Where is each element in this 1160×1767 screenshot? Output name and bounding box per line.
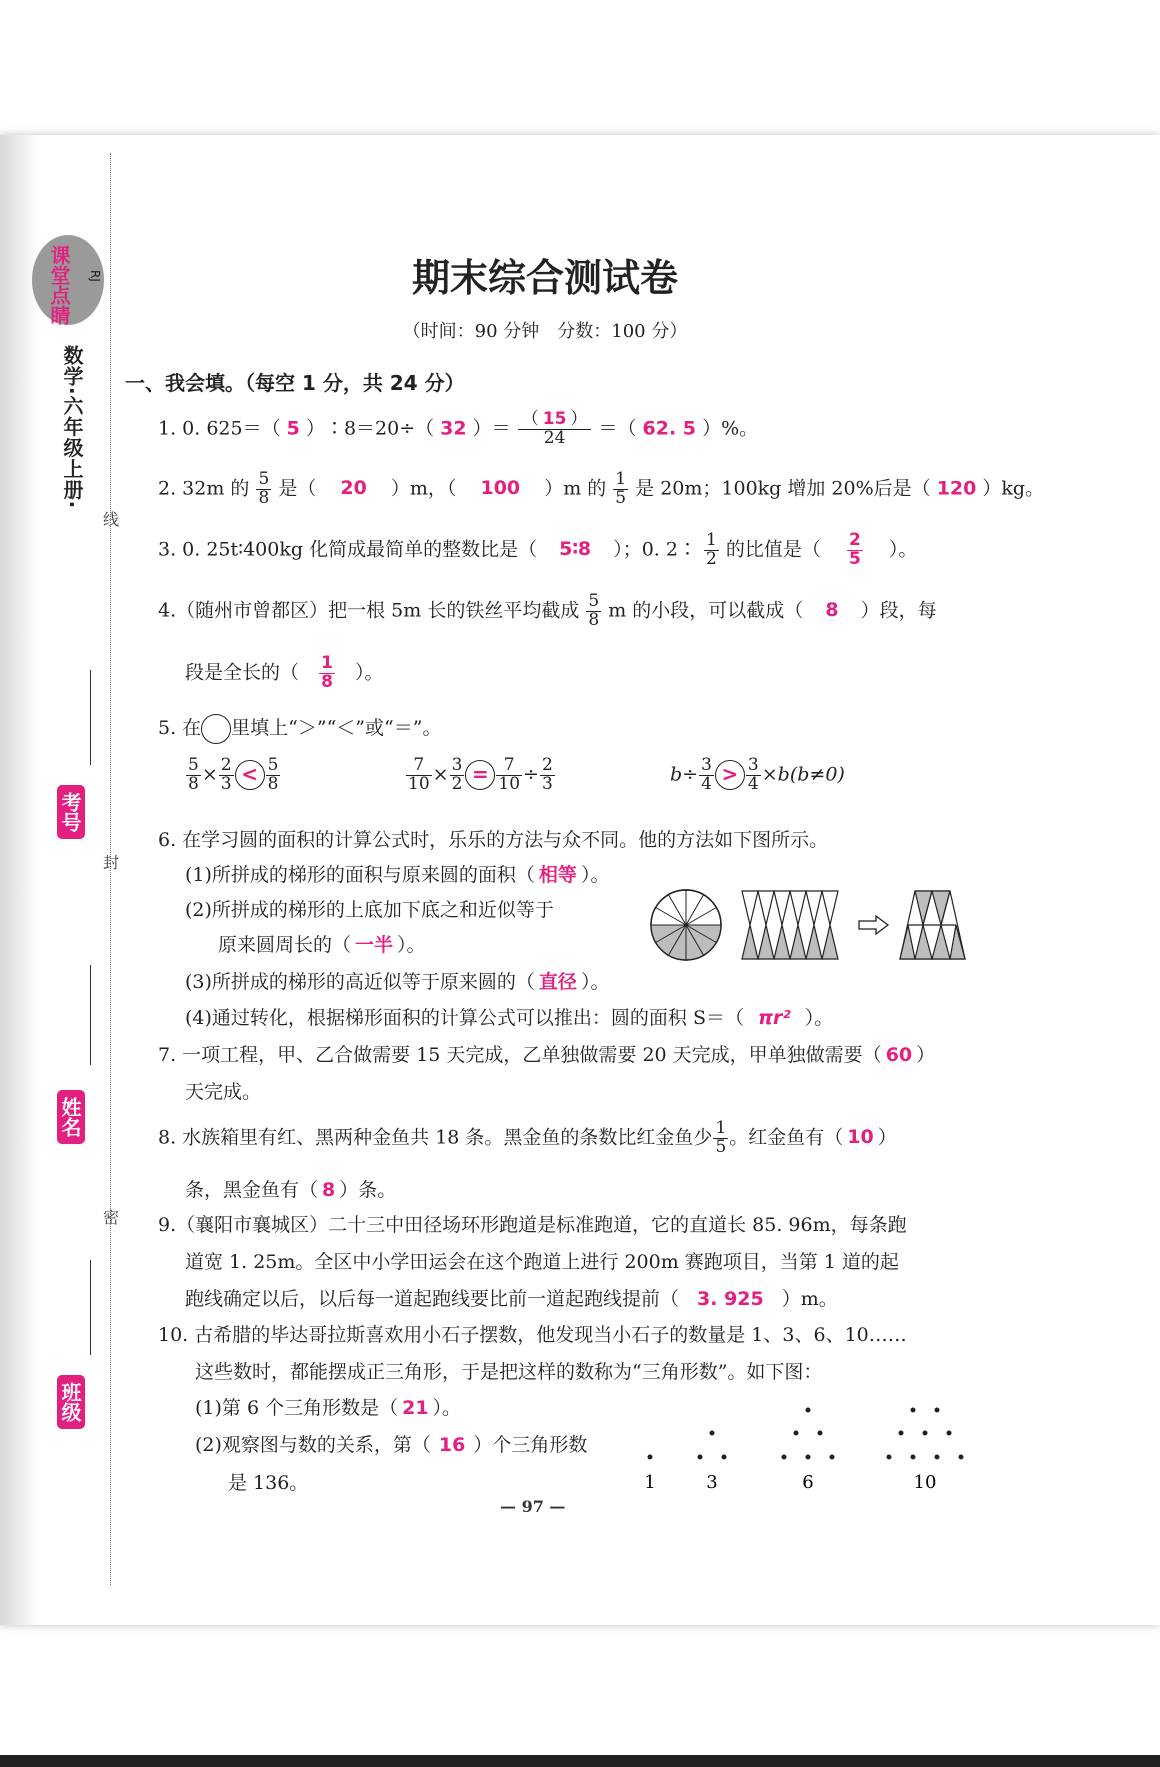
- answer-circle: <: [235, 760, 265, 790]
- edition-label: RJ: [88, 270, 102, 282]
- fraction: $\frac{5}{8}$: [588, 591, 600, 630]
- circle-to-trapezoid-figure: [650, 887, 970, 969]
- section-title: 一、我会填。（每空 1 分，共 24 分）: [125, 371, 465, 395]
- compare-3: b÷ $\frac{3}{4}$ > $\frac{3}{4}$ ×b(b≠0): [670, 755, 845, 794]
- answer: 5: [286, 417, 300, 440]
- fig-label-3: 3: [706, 1472, 718, 1493]
- question-10-2-cont: 是 136。: [228, 1472, 309, 1494]
- name-label: 姓名: [57, 1090, 85, 1144]
- sector-circle: [651, 890, 721, 960]
- arrow-icon: [859, 916, 888, 934]
- answer: 32: [440, 417, 467, 440]
- fraction: $\frac{1}{2}$: [706, 530, 717, 569]
- page-edge-shadow: [0, 135, 40, 1625]
- page-subtitle: （时间：90 分钟 分数：100 分）: [402, 321, 688, 342]
- question-8: 8. 水族箱里有红、黑两种金鱼共 18 条。黑金鱼的条数比红金鱼少 $\frac{1}{5}$ 。红金鱼有（ 10 ）: [158, 1118, 897, 1157]
- question-7: 7. 一项工程，甲、乙合做需要 15 天完成，乙单独做需要 20 天完成，甲单独做需要（ 60 ）: [158, 1044, 936, 1066]
- binding-mark-xian: 线: [103, 510, 120, 529]
- blank-circle: [201, 714, 231, 744]
- question-6-1: (1)所拼成的梯形的面积与原来圆的面积（ 相等 ）。: [185, 864, 610, 886]
- sector-row-bottom: [742, 925, 838, 959]
- question-1: 1. 0. 625＝（ 5 ）∶8＝20÷（ 32 ）＝ $\frac{( 15 )}{24}$ ＝（ 62. 5 ）%。: [158, 409, 759, 448]
- answer-circle: =: [465, 760, 495, 790]
- question-6-2: (2)所拼成的梯形的上底加下底之和近似等于: [185, 899, 554, 921]
- name-line: [90, 965, 91, 1065]
- question-10: 10. 古希腊的毕达哥拉斯喜欢用小石子摆数，他发现当小石子的数量是 1、3、6、10……: [158, 1324, 907, 1346]
- exam-number-line: [90, 670, 91, 765]
- compare-1: $\frac{5}{8}$ × $\frac{2}{3}$ < $\frac{5}{8}$: [188, 755, 279, 794]
- question-2: 2. 32m 的 $\frac{5}{8}$ 是（ 20 ）m，（ 100 ）m 的 $\frac{1}{5}$ 是 20m；100kg 增加 20%后是（ 120 ）kg。: [158, 469, 1045, 508]
- dots: [648, 1390, 964, 1460]
- page-title: 期末综合测试卷: [411, 256, 678, 300]
- class-line: [90, 1260, 91, 1355]
- book-label: 数学·六年级上册·: [60, 345, 84, 510]
- fraction: $\frac{1}{5}$: [615, 469, 627, 508]
- question-7-cont: 天完成。: [185, 1081, 262, 1103]
- question-4: 4.（随州市曾都区）把一根 5m 长的铁丝平均截成 $\frac{5}{8}$ m 的小段，可以截成（ 8 ）段，每: [158, 591, 937, 630]
- fig-label-6: 6: [802, 1472, 814, 1493]
- fraction: $\frac{( 15 )}{24}$: [518, 411, 592, 448]
- brand-logo-text: 课堂点睛: [47, 245, 71, 325]
- question-6-4: (4)通过转化，根据梯形面积的计算公式可以推出：圆的面积 S＝（ πr² ）。: [185, 1007, 834, 1029]
- question-9-line2: 道宽 1. 25m。全区中小学田运会在这个跑道上进行 200m 赛跑项目，当第 1 道的起: [185, 1251, 899, 1273]
- answer: 62. 5: [642, 417, 697, 440]
- answer: 15: [542, 409, 567, 429]
- question-9: 9.（襄阳市襄城区）二十三中田径场环形跑道是标准跑道，它的直道长 85. 96m，每条跑: [158, 1214, 907, 1236]
- exam-page: [0, 135, 1160, 1625]
- answer-fraction: $\frac{1}{8}$: [321, 653, 333, 692]
- question-10-1: (1)第 6 个三角形数是（ 21 ）。: [195, 1397, 462, 1419]
- compare-2: $\frac{7}{10}$ × $\frac{3}{2}$ = $\frac{7}{10}$ ÷ $\frac{2}{3}$: [408, 755, 553, 794]
- class-label: 班级: [57, 1375, 85, 1429]
- answer: 8: [825, 599, 839, 622]
- question-10-line2: 这些数时，都能摆成正三角形，于是把这样的数称为“三角形数”。如下图：: [195, 1361, 823, 1383]
- question-6-2-cont: 原来圆周长的（ 一半 ）。: [218, 934, 426, 956]
- answer: 20: [340, 477, 367, 500]
- binding-mark-mi: 密: [103, 1208, 120, 1227]
- triangular-numbers-figure: [630, 1390, 970, 1495]
- question-3: 3. 0. 25t∶400kg 化简成最简单的整数比是（ 5∶8 ）；0. 2∶ $\frac{1}{2}$ 的比值是（ $\frac{2}{5}$ ）。: [158, 530, 918, 569]
- question-6: 6. 在学习圆的面积的计算公式时，乐乐的方法与众不同。他的方法如下图所示。: [158, 829, 829, 851]
- page-number: — 97 —: [500, 1497, 566, 1516]
- question-4-cont: 段是全长的（ $\frac{1}{8}$ ）。: [185, 653, 384, 692]
- sector-row-top: [742, 891, 838, 925]
- fig-label-10: 10: [913, 1472, 937, 1493]
- fig-label-1: 1: [644, 1472, 656, 1493]
- binding-mark-feng: 封: [103, 853, 120, 872]
- question-6-3: (3)所拼成的梯形的高近似等于原来圆的（ 直径 ）。: [185, 971, 610, 993]
- question-9-line3: 跑线确定以后，以后每一道起跑线要比前一道起跑线提前（ 3. 925 ）m。: [185, 1288, 838, 1310]
- exam-number-label: 考号: [57, 785, 85, 839]
- answer: 100: [480, 477, 521, 500]
- question-5: 5. 在 里填上“＞”“＜”或“＝”。: [158, 713, 441, 744]
- bottom-band: [0, 1755, 1160, 1767]
- question-10-2: (2)观察图与数的关系，第（ 16 ）个三角形数: [195, 1434, 588, 1456]
- question-8-cont: 条，黑金鱼有（ 8 ）条。: [185, 1179, 397, 1201]
- answer: 120: [936, 477, 977, 500]
- fraction: $\frac{5}{8}$: [258, 469, 270, 508]
- answer-circle: >: [715, 760, 745, 790]
- answer: 5∶8: [559, 538, 592, 561]
- answer-fraction: $\frac{2}{5}$: [848, 530, 861, 569]
- trapezoid: [900, 891, 965, 959]
